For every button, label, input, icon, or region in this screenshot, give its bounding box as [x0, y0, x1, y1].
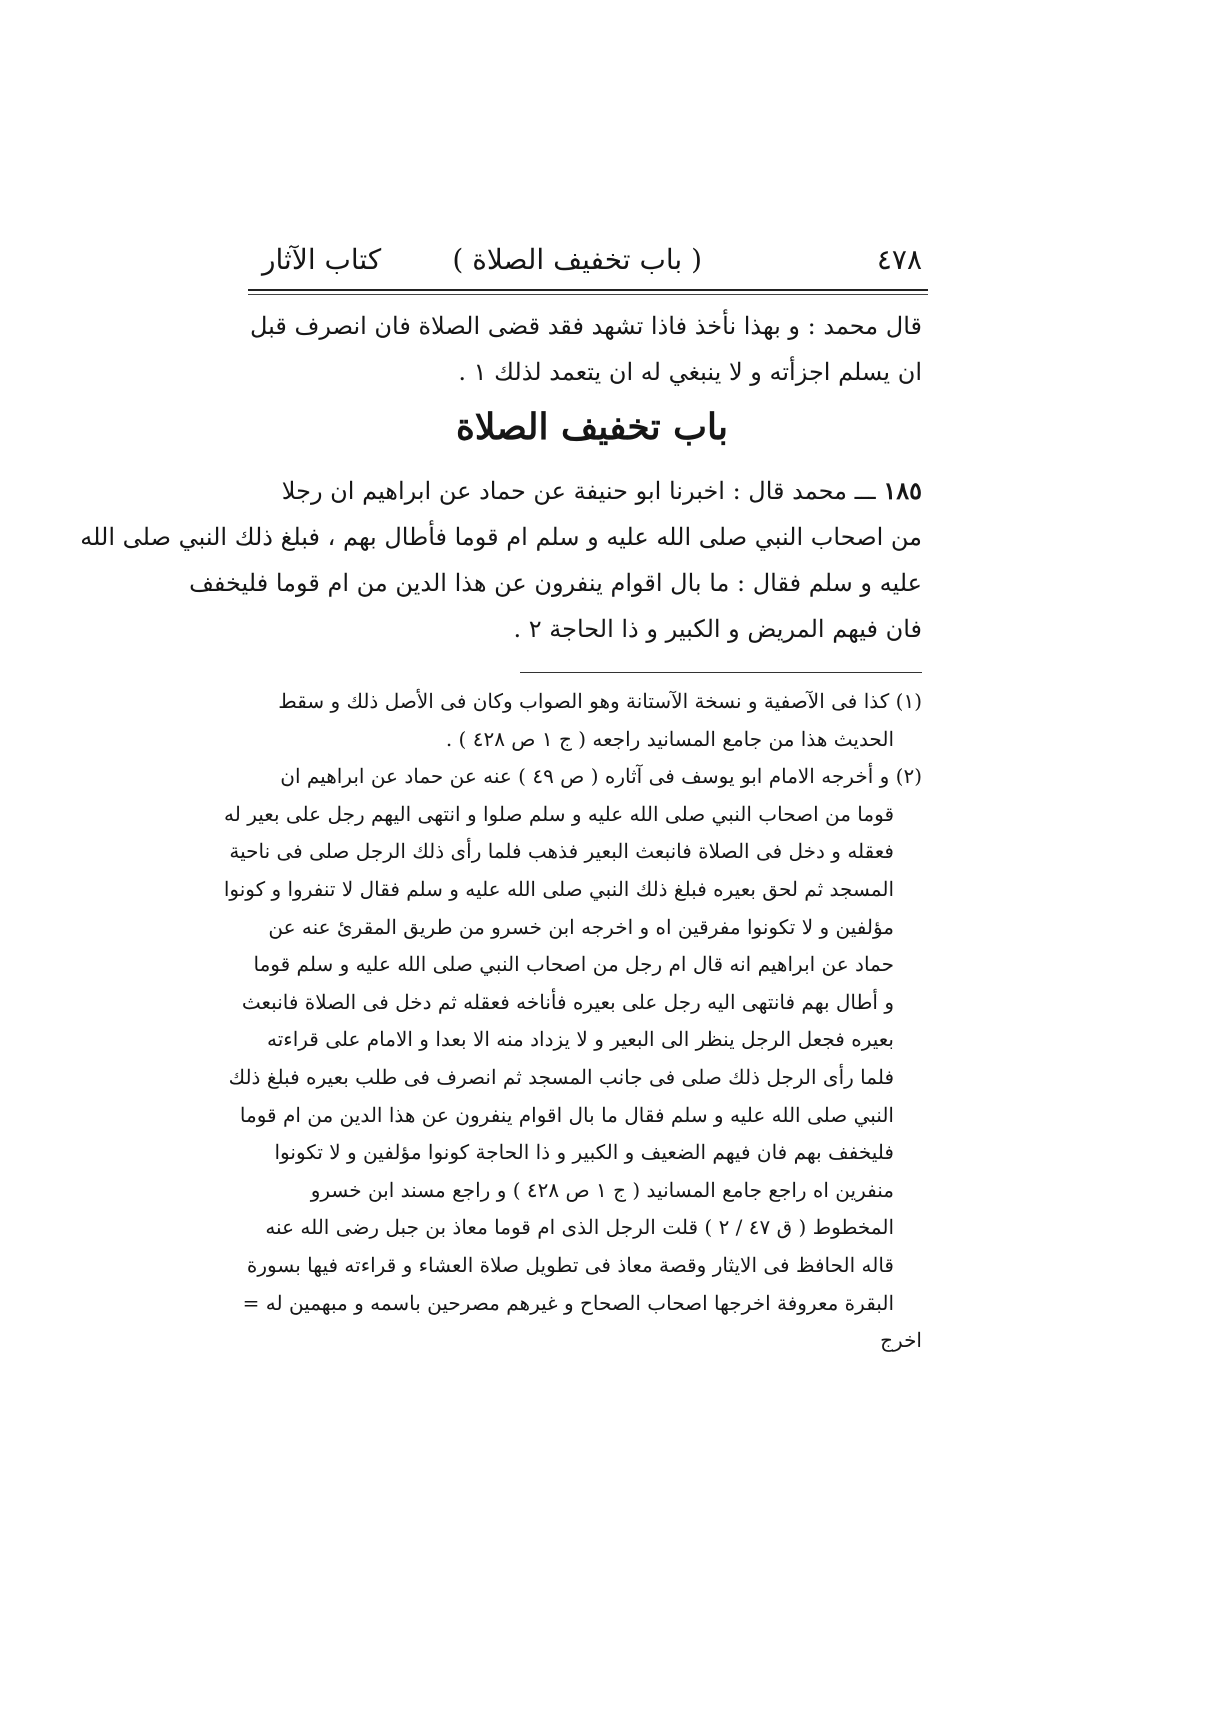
running-book-title: كتاب الآثار	[262, 243, 382, 276]
footnote-2-line: فعقله و دخل فى الصلاة فانبعث البعير فذهب فلما رأى ذلك الرجل صلى فى ناحية	[229, 839, 894, 864]
footnotes	[223, 683, 922, 1360]
chapter-heading: باب تخفيف الصلاة	[455, 406, 729, 448]
footnote-separator	[520, 672, 922, 673]
hadith-number: ١٨٥	[883, 476, 922, 505]
footnote-2-line: المخطوط ( ق ٤٧ / ٢ ) قلت الرجل الذى ام قوما معاذ بن جبل رضى الله عنه	[265, 1215, 894, 1240]
text-line: ان يسلم اجزأته و لا ينبغي له ان يتعمد لذلك ١ .	[458, 358, 922, 386]
text-line: ـــ محمد قال : اخبرنا ابو حنيفة عن حماد عن ابراهيم ان رجلا	[281, 477, 876, 505]
footnote-2-line: فلما رأى الرجل ذلك صلى فى جانب المسجد ثم انصرف فى طلب بعيره فبلغ ذلك	[228, 1064, 894, 1089]
hadith-first-line	[262, 468, 922, 514]
footnote-2-line: حماد عن ابراهيم انه قال ام رجل من اصحاب النبي صلى الله عليه و سلم قوما	[253, 952, 894, 977]
footnote-2-line: البقرة معروفة اخرجها اصحاب الصحاح و غيرهم مصرحين باسمه و مبهمين له =	[242, 1290, 894, 1315]
hadith-paragraph	[80, 468, 922, 652]
footnote-2-line: منفرين اه راجع جامع المسانيد ( ج ١ ص ٤٢٨ ) و راجع مسند ابن خسرو	[310, 1177, 894, 1202]
footnote-1-line: الحديث هذا من جامع المسانيد راجعه ( ج ١ ص ٤٢٨ ) .	[445, 726, 894, 751]
text-line: من اصحاب النبي صلى الله عليه و سلم ام قوما فأطال بهم ، فبلغ ذلك النبي صلى الله	[80, 523, 922, 551]
footnote-2-line: فليخفف بهم فان فيهم الضعيف و الكبير و ذا الحاجة كونوا مؤلفين و لا تكونوا	[274, 1140, 894, 1165]
footnote-2-line: بعيره فجعل الرجل ينظر الى البعير و لا يزداد منه الا بعدا و الامام على قراءته	[267, 1027, 894, 1052]
footnote-2-line: المسجد ثم لحق بعيره فبلغ ذلك النبي صلى الله عليه و سلم فقال لا تنفروا و كونوا	[223, 876, 894, 901]
footnote-1-line: (١) كذا فى الآصفية و نسخة الآستانة وهو الصواب وكان فى الأصل ذلك و سقط	[278, 689, 922, 713]
running-chapter-title: ( باب تخفيف الصلاة )	[452, 243, 702, 276]
footnote-2-line: مؤلفين و لا تكونوا مفرقين اه و اخرجه ابن خسرو من طريق المقرئ عنه عن	[268, 914, 894, 939]
footnote-2-line: قاله الحافظ فى الايثار وقصة معاذ فى تطويل صلاة العشاء و قراءته فيها بسورة	[246, 1252, 894, 1277]
header-rule	[248, 289, 928, 295]
text-line: قال محمد : و بهذا نأخذ فاذا تشهد فقد قضى الصلاة فان انصرف قبل	[250, 312, 922, 340]
footnote-2-line: (٢) و أخرجه الامام ابو يوسف فى آثاره ( ص ٤٩ ) عنه عن حماد عن ابراهيم ان	[280, 764, 922, 789]
text-line: عليه و سلم فقال : ما بال اقوام ينفرون عن هذا الدين من ام قوما فليخفف	[189, 569, 922, 597]
text-line: فان فيهم المريض و الكبير و ذا الحاجة ٢ .	[513, 615, 922, 643]
page-header	[262, 240, 922, 284]
page-number: ٤٧٨	[876, 243, 922, 276]
footnote-2-line: قوما من اصحاب النبي صلى الله عليه و سلم صلوا و انتهى اليهم رجل على بعير له	[224, 801, 894, 826]
opening-paragraph	[250, 303, 922, 395]
footnote-2-line: و أطال بهم فانتهى اليه رجل على بعيره فأناخه فعقله ثم دخل فى الصلاة فانبعث	[241, 989, 894, 1014]
catchword: اخرج	[880, 1328, 922, 1353]
footnote-2-line: النبي صلى الله عليه و سلم فقال ما بال اقوام ينفرون عن هذا الدين من ام قوما	[239, 1102, 894, 1127]
